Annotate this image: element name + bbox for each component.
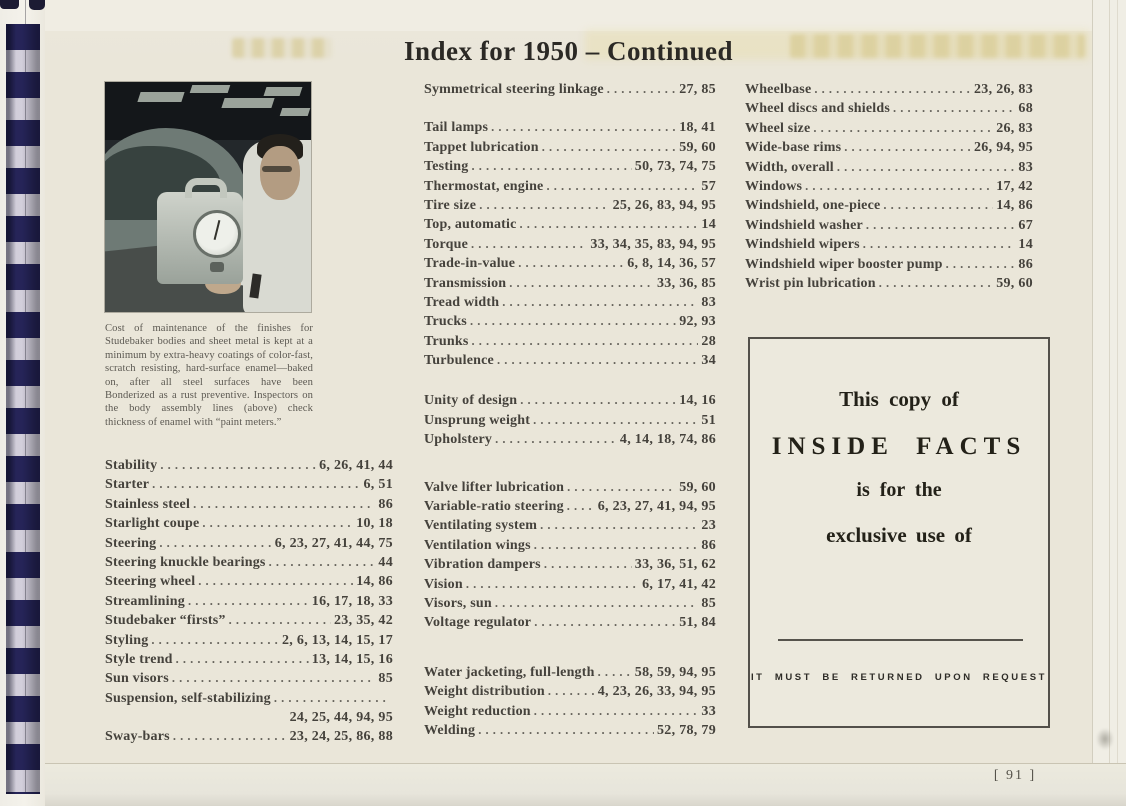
- dot-leader: [863, 237, 1016, 253]
- dot-leader: [188, 594, 309, 610]
- index-entry: [745, 198, 1033, 217]
- page-number: [ 91 ]: [993, 768, 1037, 783]
- dot-leader: [478, 723, 654, 739]
- entry-pages: 14, 86: [996, 198, 1033, 214]
- index-entry: [105, 729, 393, 748]
- entry-label: Trade-in-value: [424, 256, 516, 272]
- index-entry: [745, 257, 1033, 276]
- entry-label: Unsprung weight: [424, 412, 531, 428]
- dot-leader: [466, 577, 639, 593]
- entry-label: Steering wheel: [105, 574, 196, 590]
- dot-leader: [844, 140, 971, 156]
- dot-leader: [491, 120, 676, 136]
- return-notice: IT MUST BE RETURNED UPON REQUEST: [750, 672, 1048, 683]
- plate-title: INSIDE FACTS: [771, 433, 1027, 460]
- index-entry: [105, 633, 393, 652]
- entry-label: Turbulence: [424, 353, 494, 369]
- dot-leader: [160, 458, 316, 474]
- dot-leader: [472, 334, 699, 350]
- entry-label: Water jacketing, full-length: [424, 664, 595, 680]
- entry-label: Unity of design: [424, 393, 518, 409]
- entry-label: Sun visors: [105, 671, 169, 687]
- entry-label: Welding: [424, 722, 476, 738]
- entry-pages: 4, 14, 18, 74, 86: [619, 432, 716, 448]
- entry-label: Trunks: [424, 333, 469, 349]
- index-entry: [424, 314, 716, 333]
- index-entry: [424, 295, 716, 314]
- entry-label: Tread width: [424, 294, 500, 310]
- index-entry: [424, 198, 716, 217]
- entry-label: Wheel discs and shields: [745, 101, 891, 117]
- entry-label: Stainless steel: [105, 496, 191, 512]
- entry-pages: 2, 6, 13, 14, 15, 17: [282, 632, 393, 648]
- entry-pages: 59, 60: [996, 275, 1033, 291]
- index-entry: [105, 691, 393, 710]
- paint-meter-knob: [210, 262, 224, 272]
- entry-pages: 23, 35, 42: [334, 613, 393, 629]
- dot-leader: [151, 633, 279, 649]
- index-entry: [424, 596, 716, 615]
- index-group-w: [424, 665, 716, 743]
- dot-leader: [866, 218, 1015, 234]
- entry-pages: 33, 36, 51, 62: [634, 557, 716, 573]
- page-title: Index for 1950 – Continued: [403, 36, 734, 66]
- index-entry: [424, 557, 716, 576]
- entry-pages: 59, 60: [679, 479, 716, 495]
- entry-pages: 86: [701, 537, 716, 553]
- index-entry: [105, 555, 393, 574]
- ceiling-light: [264, 87, 303, 96]
- index-entry: [424, 538, 716, 557]
- entry-pages: 92, 93: [679, 314, 716, 330]
- index-entry: [424, 140, 716, 159]
- entry-label: Ventilation wings: [424, 537, 531, 553]
- dot-leader: [813, 121, 993, 137]
- entry-pages: 85: [701, 595, 716, 611]
- entry-pages: 16, 17, 18, 33: [311, 593, 393, 609]
- index-entry: [424, 704, 716, 723]
- index-entry: [424, 334, 716, 353]
- entry-label: Streamlining: [105, 593, 185, 609]
- entry-pages: 85: [378, 671, 393, 687]
- entry-label: Windshield wiper booster pump: [745, 256, 943, 272]
- index-entry: [424, 179, 716, 198]
- dot-leader: [805, 179, 993, 195]
- index-group-sym: [424, 82, 716, 101]
- dot-leader: [198, 574, 353, 590]
- entry-pages: 10, 18: [356, 516, 393, 532]
- entry-label: Windshield wipers: [745, 237, 860, 253]
- ownership-plate: [748, 337, 1050, 728]
- dot-leader: [471, 159, 631, 175]
- index-entry: [424, 577, 716, 596]
- spiral-binding: [0, 0, 45, 806]
- entry-pages: 14: [1018, 237, 1033, 253]
- entry-label: Visors, sun: [424, 595, 492, 611]
- entry-label: Tappet lubrication: [424, 139, 539, 155]
- dot-leader: [814, 82, 971, 98]
- entry-pages: 6, 8, 14, 36, 57: [627, 256, 716, 272]
- entry-pages: 68: [1018, 101, 1033, 117]
- paint-meter-handle: [185, 178, 227, 198]
- entry-pages: 26, 94, 95: [974, 140, 1033, 156]
- entry-label: Studebaker “firsts”: [105, 613, 226, 629]
- plate-line-4: exclusive use of: [826, 523, 972, 547]
- index-entry: [424, 432, 716, 451]
- ceiling-light: [137, 92, 184, 102]
- page-top-edge: [0, 0, 1126, 31]
- dot-leader: [172, 671, 376, 687]
- entry-pages: 14: [701, 217, 716, 233]
- entry-label: Wheel size: [745, 120, 811, 136]
- index-entry: [105, 458, 393, 477]
- entry-pages: 44: [378, 554, 393, 570]
- index-group-u: [424, 393, 716, 451]
- entry-pages: 33, 34, 35, 83, 94, 95: [590, 236, 716, 252]
- entry-pages: 83: [701, 294, 716, 310]
- entry-label: Suspension, self-stabilizing: [105, 690, 271, 706]
- entry-label: Starlight coupe: [105, 516, 200, 532]
- entry-label: Steering: [105, 535, 157, 551]
- entry-label: Styling: [105, 632, 149, 648]
- dot-leader: [471, 237, 587, 253]
- index-entry: [424, 723, 716, 742]
- dot-leader: [544, 557, 632, 573]
- index-entry: [424, 159, 716, 178]
- dot-leader: [509, 276, 654, 292]
- index-entry: [745, 237, 1033, 256]
- dot-leader: [534, 704, 699, 720]
- binding-loop: [0, 0, 19, 9]
- entry-label: Stability: [105, 458, 158, 473]
- index-group-wh: [745, 82, 1033, 295]
- entry-label: Wide-base rims: [745, 140, 842, 156]
- entry-label: Steering knuckle bearings: [105, 554, 266, 570]
- dot-leader: [542, 140, 676, 156]
- photo-caption: Cost of maintenance of the finishes for Studebaker bodies and sheet metal is kept at a minimum by extra-heavy coatings of color-fast, scratch resisting, hard-surface enamel—baked on, after all steel surfaces have been Bonderized as a rust preventive. Inspectors on the body assembly lines (above) check thickness of enamel with “paint meters.”: [105, 323, 313, 428]
- entry-pages: 34: [701, 353, 716, 369]
- entry-label: Thermostat, engine: [424, 178, 544, 194]
- entry-pages: 28: [701, 333, 716, 349]
- entry-label: Trucks: [424, 314, 467, 330]
- entry-pages: 14, 16: [679, 393, 716, 409]
- dot-leader: [520, 217, 699, 233]
- dot-leader: [202, 516, 353, 532]
- index-entry: [745, 276, 1033, 295]
- entry-pages: 27, 85: [679, 82, 716, 97]
- entry-pages: 50, 73, 74, 75: [634, 159, 716, 175]
- index-entry: [424, 217, 716, 236]
- entry-pages: 18, 41: [679, 120, 716, 136]
- index-entry: [424, 499, 716, 518]
- entry-label: Valve lifter lubrication: [424, 479, 565, 495]
- dot-leader: [495, 596, 699, 612]
- dot-leader: [534, 538, 699, 554]
- entry-pages: 67: [1018, 217, 1033, 233]
- entry-pages: 17, 42: [996, 178, 1033, 194]
- entry-pages: 33, 36, 85: [657, 275, 716, 291]
- entry-label: Wrist pin lubrication: [745, 275, 876, 291]
- entry-label: Upholstery: [424, 432, 493, 448]
- entry-pages: 6, 23, 27, 41, 44, 75: [274, 535, 393, 551]
- entry-pages: 51: [701, 412, 716, 428]
- dot-leader: [229, 613, 331, 629]
- page-bottom-edge: [0, 763, 1126, 806]
- index-entry: [105, 574, 393, 593]
- index-entry: [745, 160, 1033, 179]
- dot-leader: [567, 499, 595, 515]
- index-entry: [745, 121, 1033, 140]
- entry-pages: 6, 23, 27, 41, 94, 95: [597, 499, 716, 515]
- entry-pages: 51, 84: [679, 615, 716, 631]
- index-entry: [424, 237, 716, 256]
- entry-pages: 57: [701, 178, 716, 194]
- entry-pages: 26, 83: [996, 120, 1033, 136]
- entry-pages: 24, 25, 44, 94, 95: [289, 710, 393, 726]
- page-edge-line: [1109, 0, 1110, 806]
- entry-label: Weight distribution: [424, 684, 545, 700]
- entry-label: Transmission: [424, 275, 507, 291]
- index-column-right: [745, 82, 1033, 314]
- signature-line: [778, 639, 1023, 641]
- entry-pages: 13, 14, 15, 16: [311, 651, 393, 667]
- dot-leader: [946, 257, 1016, 273]
- dot-leader: [533, 413, 698, 429]
- index-entry: [105, 671, 393, 690]
- entry-pages: 6, 51: [363, 477, 393, 493]
- index-entry: [424, 256, 716, 275]
- inspector-glasses: [262, 166, 292, 172]
- entry-pages: 58, 59, 94, 95: [634, 664, 716, 680]
- entry-label: Windshield washer: [745, 217, 863, 233]
- entry-pages: 4, 23, 26, 33, 94, 95: [597, 684, 716, 700]
- plate-line-3: is for the: [856, 479, 942, 501]
- index-entry: [105, 536, 393, 555]
- dot-leader: [883, 198, 993, 214]
- dot-leader: [495, 432, 617, 448]
- index-column-left: [105, 458, 393, 768]
- dot-leader: [497, 353, 698, 369]
- index-entry: [424, 615, 716, 634]
- index-group-s: [105, 458, 393, 749]
- dot-leader: [893, 101, 1015, 117]
- entry-label: Weight reduction: [424, 703, 531, 719]
- index-entry: [424, 480, 716, 499]
- index-entry: [745, 218, 1033, 237]
- binding-loops: [6, 24, 40, 794]
- index-entry: [745, 140, 1033, 159]
- inspection-photo: [105, 82, 311, 312]
- entry-pages: 23: [701, 518, 716, 534]
- index-entry: [424, 518, 716, 537]
- dot-leader: [502, 295, 698, 311]
- index-entry: [424, 684, 716, 703]
- entry-label: Voltage regulator: [424, 615, 532, 631]
- dot-leader: [274, 691, 390, 707]
- dot-leader: [470, 314, 676, 330]
- index-entry: [424, 353, 716, 372]
- dot-leader: [479, 198, 609, 214]
- entry-pages: 6, 26, 41, 44: [319, 458, 393, 473]
- entry-pages: 86: [1018, 256, 1033, 272]
- index-group-v: [424, 480, 716, 635]
- index-entry: [745, 179, 1033, 198]
- dot-leader: [540, 518, 698, 534]
- entry-pages: 83: [1018, 159, 1033, 175]
- index-entry: [105, 710, 393, 729]
- dot-leader: [159, 536, 271, 552]
- dot-leader: [837, 160, 1016, 176]
- index-entry: [105, 613, 393, 632]
- dot-leader: [176, 652, 309, 668]
- entry-label: Windows: [745, 178, 803, 194]
- entry-pages: 6, 17, 41, 42: [642, 576, 716, 592]
- entry-label: Style trend: [105, 651, 173, 667]
- entry-label: Ventilating system: [424, 518, 538, 534]
- index-entry: [105, 477, 393, 496]
- index-entry: [424, 413, 716, 432]
- plate-line-1: This copy of: [839, 387, 959, 411]
- entry-label: Torque: [424, 236, 468, 252]
- entry-pages: 52, 78, 79: [657, 722, 716, 738]
- entry-pages: 86: [378, 496, 393, 512]
- dot-leader: [152, 477, 360, 493]
- binding-loop: [29, 0, 45, 10]
- entry-label: Wheelbase: [745, 82, 812, 97]
- entry-pages: 33: [701, 703, 716, 719]
- index-entry: [105, 594, 393, 613]
- inspector-face: [260, 146, 300, 200]
- entry-label: Vision: [424, 576, 463, 592]
- dot-leader: [269, 555, 376, 571]
- index-entry: [424, 276, 716, 295]
- dot-leader: [879, 276, 993, 292]
- entry-label: Variable-ratio steering: [424, 499, 564, 515]
- index-group-t: [424, 120, 716, 372]
- entry-pages: 59, 60: [679, 139, 716, 155]
- index-entry: [424, 665, 716, 684]
- entry-label: Top, automatic: [424, 217, 517, 233]
- dot-leader: [598, 665, 632, 681]
- entry-pages: 23, 24, 25, 86, 88: [289, 729, 393, 745]
- index-entry: [424, 120, 716, 139]
- page-edge-line: [1117, 0, 1118, 806]
- ceiling-light: [190, 85, 231, 93]
- index-entry: [105, 516, 393, 535]
- dot-leader: [548, 684, 595, 700]
- entry-pages: 14, 86: [356, 574, 393, 590]
- entry-label: Symmetrical steering linkage: [424, 82, 604, 97]
- entry-label: Testing: [424, 159, 469, 175]
- dot-leader: [546, 179, 698, 195]
- index-entry: [105, 652, 393, 671]
- dot-leader: [193, 497, 375, 513]
- entry-pages: 23, 26, 83: [974, 82, 1033, 97]
- dot-leader: [520, 393, 676, 409]
- entry-label: Sway-bars: [105, 729, 170, 745]
- index-entry: [745, 101, 1033, 120]
- index-entry: [745, 82, 1033, 101]
- entry-label: Tail lamps: [424, 120, 489, 136]
- index-column-middle: [424, 82, 716, 761]
- ceiling-light: [280, 108, 311, 116]
- entry-label: Width, overall: [745, 159, 834, 175]
- entry-label: Tire size: [424, 197, 477, 213]
- ceiling-light: [221, 98, 274, 108]
- scan-smudge: [1096, 728, 1114, 750]
- entry-label: Windshield, one-piece: [745, 198, 881, 214]
- entry-label: Vibration dampers: [424, 557, 541, 573]
- index-entry: [105, 497, 393, 516]
- dot-leader: [567, 480, 676, 496]
- index-entry: [424, 82, 716, 101]
- dot-leader: [518, 256, 624, 272]
- entry-label: Starter: [105, 477, 150, 493]
- dot-leader: [534, 615, 676, 631]
- dot-leader: [607, 82, 676, 98]
- dot-leader: [173, 729, 287, 745]
- index-entry: [424, 393, 716, 412]
- entry-pages: 25, 26, 83, 94, 95: [612, 197, 716, 213]
